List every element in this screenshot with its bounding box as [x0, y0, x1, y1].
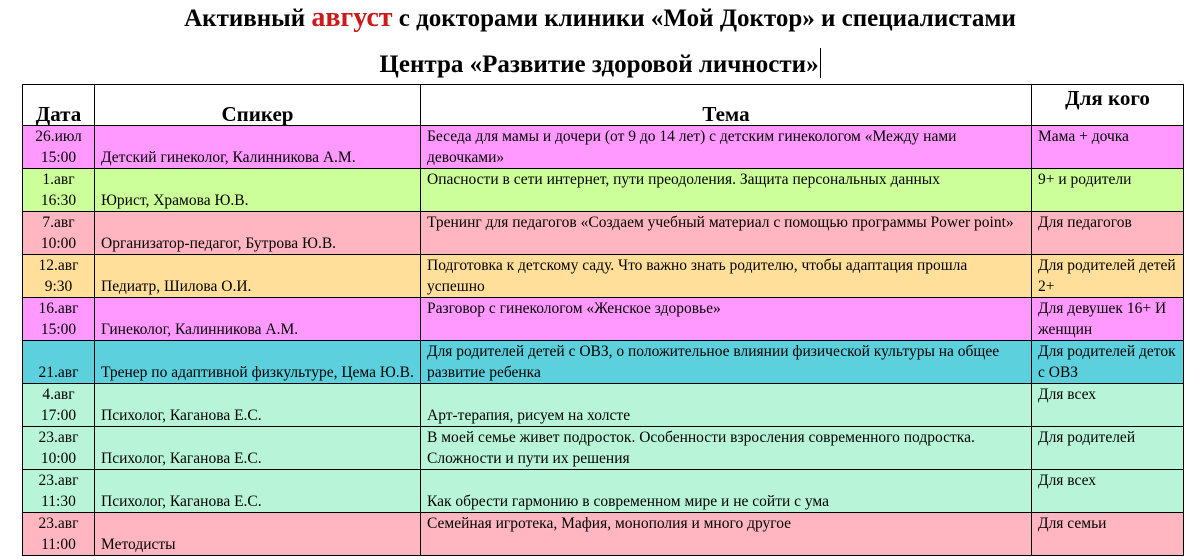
- cell-topic: Арт-терапия, рисуем на холсте: [421, 384, 1032, 427]
- event-date: 12.авг: [38, 257, 79, 274]
- cell-topic: Подготовка к детскому саду. Что важно знать родителю, чтобы адаптация прошла успешно: [421, 255, 1032, 298]
- cell-audience: Мама + дочка: [1032, 126, 1184, 169]
- page-title-line-1: [0, 2, 1200, 35]
- cell-date: [23, 126, 95, 169]
- cell-topic: Опасности в сети интернет, пути преодоления. Защита персональных данных: [421, 169, 1032, 212]
- cell-topic: Для родителей детей с ОВЗ, о положительное влиянии физической культуры на общее развитие ребенка: [421, 341, 1032, 384]
- table-row: [23, 126, 1184, 169]
- cell-speaker: Гинеколог, Калинникова А.М.: [95, 298, 421, 341]
- event-date: 21.авг: [38, 364, 79, 381]
- schedule-body: [23, 126, 1184, 556]
- event-time: 17:00: [40, 407, 77, 424]
- cell-topic: Семейная игротека, Мафия, монополия и много другое: [421, 513, 1032, 556]
- event-time: 15:00: [40, 321, 77, 338]
- event-date: 1.авг: [42, 171, 75, 188]
- event-date: 16.авг: [38, 300, 79, 317]
- col-header-speaker: Спикер: [95, 85, 421, 126]
- cell-topic: Тренинг для педагогов «Создаем учебный материал с помощью программы Power point»: [421, 212, 1032, 255]
- event-date: 26.июл: [35, 128, 82, 145]
- table-row: [23, 341, 1184, 384]
- cell-speaker: Психолог, Каганова Е.С.: [95, 470, 421, 513]
- cell-speaker: Психолог, Каганова Е.С.: [95, 427, 421, 470]
- cell-audience: Для родителей деток с ОВЗ: [1032, 341, 1184, 384]
- title-pre: Активный: [184, 5, 312, 32]
- cell-audience: 9+ и родители: [1032, 169, 1184, 212]
- event-date: 23.авг: [38, 515, 79, 532]
- cell-date: [23, 384, 95, 427]
- cell-speaker: Психолог, Каганова Е.С.: [95, 384, 421, 427]
- cell-date: [23, 169, 95, 212]
- text-cursor: [820, 48, 821, 78]
- cell-date: [23, 298, 95, 341]
- event-time: 10:00: [40, 235, 77, 252]
- table-row: [23, 212, 1184, 255]
- event-time: 15:00: [40, 149, 77, 166]
- title-accent-month: август: [311, 2, 393, 33]
- cell-audience: Для педагогов: [1032, 212, 1184, 255]
- cell-topic: В моей семье живет подросток. Особенности взросления современного подростка. Сложности и пути их решения: [421, 427, 1032, 470]
- cell-date: [23, 255, 95, 298]
- event-time: 11:00: [41, 536, 76, 553]
- cell-speaker: Юрист, Храмова Ю.В.: [95, 169, 421, 212]
- cell-speaker: Педиатр, Шилова О.И.: [95, 255, 421, 298]
- event-time: 11:30: [41, 493, 76, 510]
- event-date: 23.авг: [38, 429, 79, 446]
- cell-audience: Для девушек 16+ И женщин: [1032, 298, 1184, 341]
- event-date: 4.авг: [42, 386, 75, 403]
- page-title-line-2: [0, 48, 1200, 81]
- table-row: [23, 255, 1184, 298]
- event-time: 16:30: [40, 192, 77, 209]
- table-row: [23, 513, 1184, 556]
- event-time: 10:00: [40, 450, 77, 467]
- cell-audience: Для семьи: [1032, 513, 1184, 556]
- event-date: 23.авг: [38, 472, 79, 489]
- col-header-audience: Для кого: [1032, 85, 1184, 126]
- cell-speaker: Организатор-педагог, Бутрова Ю.В.: [95, 212, 421, 255]
- cell-date: [23, 212, 95, 255]
- table-row: [23, 298, 1184, 341]
- cell-date: [23, 427, 95, 470]
- cell-date: [23, 341, 95, 384]
- event-date: 7.авг: [42, 214, 75, 231]
- cell-speaker: Детский гинеколог, Калинникова А.М.: [95, 126, 421, 169]
- cell-speaker: Методисты: [95, 513, 421, 556]
- col-header-date: Дата: [23, 85, 95, 126]
- table-row: [23, 384, 1184, 427]
- cell-topic: Беседа для мамы и дочери (от 9 до 14 лет) с детским гинекологом «Между нами девочками»: [421, 126, 1032, 169]
- col-header-topic: Тема: [421, 85, 1032, 126]
- title-line-2-text: Центра «Развитие здоровой личности»: [379, 51, 819, 78]
- cell-audience: Для всех: [1032, 384, 1184, 427]
- cell-date: [23, 513, 95, 556]
- cell-date: [23, 470, 95, 513]
- table-header-row: [23, 85, 1184, 126]
- title-post: с докторами клиники «Мой Доктор» и специалистами: [392, 5, 1016, 32]
- cell-speaker: Тренер по адаптивной физкультуре, Цема Ю.В.: [95, 341, 421, 384]
- event-time: 9:30: [44, 278, 73, 295]
- cell-topic: Разговор с гинекологом «Женское здоровье»: [421, 298, 1032, 341]
- cell-topic: Как обрести гармонию в современном мире и не сойти с ума: [421, 470, 1032, 513]
- table-row: [23, 470, 1184, 513]
- cell-audience: Для родителей детей 2+: [1032, 255, 1184, 298]
- schedule-table: [22, 84, 1184, 556]
- table-row: [23, 427, 1184, 470]
- table-row: [23, 169, 1184, 212]
- cell-audience: Для всех: [1032, 470, 1184, 513]
- cell-audience: Для родителей: [1032, 427, 1184, 470]
